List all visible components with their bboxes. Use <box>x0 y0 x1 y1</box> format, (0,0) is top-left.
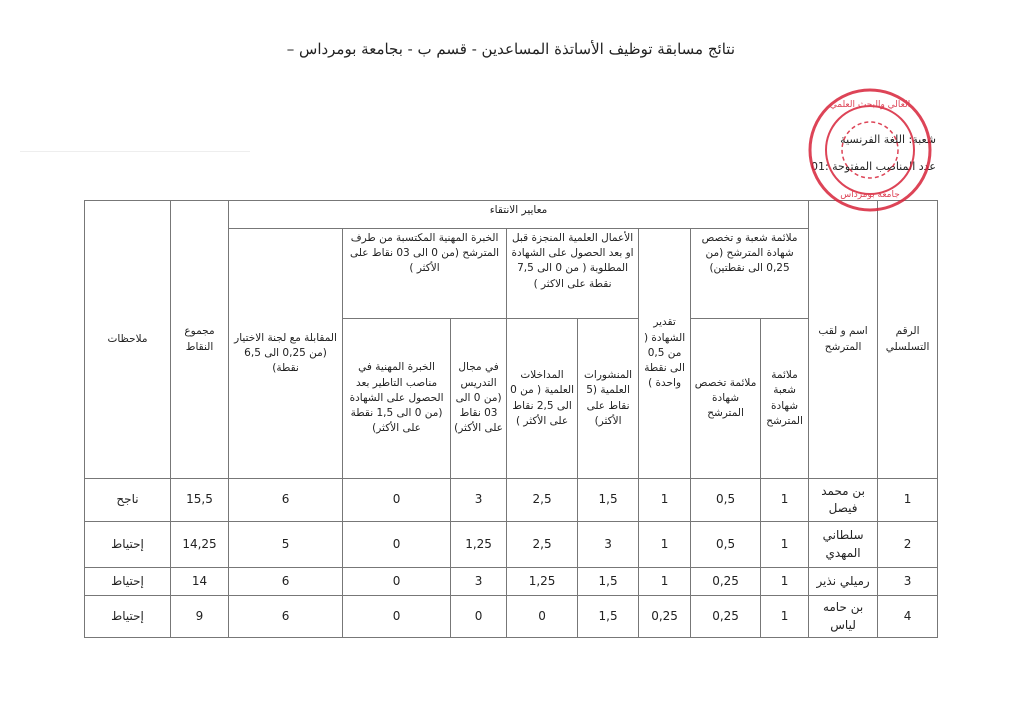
cell-publications: 1,5 <box>578 568 639 596</box>
cell-grade: 1 <box>639 568 691 596</box>
cell-talks: 1,25 <box>507 568 578 596</box>
cell-supervision: 0 <box>343 568 451 596</box>
cell-teaching: 0 <box>451 596 507 638</box>
cell-teaching: 3 <box>451 568 507 596</box>
svg-text:جامعة بومرداس: جامعة بومرداس <box>840 190 900 200</box>
results-table <box>84 200 938 638</box>
header-name: اسم و لقب المترشح <box>809 201 878 479</box>
cell-branch-fit: 1 <box>761 596 809 638</box>
header-experience: الخبرة المهنية المكتسبة من طرف المترشح (من 0 الى 03 نقاط على الأكثر ) <box>343 229 507 319</box>
header-talks: المداخلات العلمية ( من 0 الى 2,5 نقاط على الأكثر ) <box>507 319 578 479</box>
header-serial: الرقم التسلسلي <box>878 201 938 479</box>
cell-total: 14 <box>171 568 229 596</box>
cell-serial: 2 <box>878 522 938 568</box>
cell-spec-fit: 0,25 <box>691 596 761 638</box>
cell-serial: 3 <box>878 568 938 596</box>
cell-notes: إحتياط <box>85 596 171 638</box>
svg-text:العالي والبحث العلمي: العالي والبحث العلمي <box>829 100 911 110</box>
cell-notes: إحتياط <box>85 568 171 596</box>
table-row <box>85 522 938 568</box>
cell-notes: ناجح <box>85 479 171 522</box>
cell-supervision: 0 <box>343 479 451 522</box>
cell-publications: 3 <box>578 522 639 568</box>
header-spec-fit: ملائمة تخصص شهادة المترشح <box>691 319 761 479</box>
header-suitability: ملائمة شعبة و تخصص شهادة المترشح (من 0,25 الى نقطتين) <box>691 229 809 319</box>
header-interview: المقابلة مع لجنة الاختيار (من 0,25 الى 6,5 نقطة) <box>229 229 343 479</box>
cell-interview: 6 <box>229 596 343 638</box>
header-notes: ملاحظات <box>85 201 171 479</box>
document-title: نتائج مسابقة توظيف الأساتذة المساعدين - قسم ب - بجامعة بومرداس – <box>286 40 735 58</box>
cell-candidate-name: بن محمد فيصل <box>809 479 878 522</box>
table-row <box>85 479 938 522</box>
cell-branch-fit: 1 <box>761 522 809 568</box>
header-branch-fit: ملائمة شعبة شهادة المترشح <box>761 319 809 479</box>
open-positions-label: عدد المناصب المفتوحة :01 <box>810 160 936 173</box>
cell-candidate-name: رميلي نذير <box>809 568 878 596</box>
cell-serial: 1 <box>878 479 938 522</box>
cell-talks: 2,5 <box>507 522 578 568</box>
cell-spec-fit: 0,5 <box>691 479 761 522</box>
cell-interview: 6 <box>229 568 343 596</box>
cell-grade: 1 <box>639 522 691 568</box>
header-scientific: الأعمال العلمية المنجزة قبل او بعد الحصول على الشهادة المطلوبة ( من 0 الى 7,5 نقطة على الاكثر ) <box>507 229 639 319</box>
cell-spec-fit: 0,5 <box>691 522 761 568</box>
cell-supervision: 0 <box>343 596 451 638</box>
cell-branch-fit: 1 <box>761 479 809 522</box>
cell-talks: 0 <box>507 596 578 638</box>
table-row <box>85 596 938 638</box>
university-stamp <box>800 85 940 215</box>
header-publications: المنشورات العلمية (5 نقاط على الأكثر) <box>578 319 639 479</box>
branch-label: شعبة: اللغة الفرنسية <box>840 133 936 146</box>
cell-branch-fit: 1 <box>761 568 809 596</box>
cell-total: 14,25 <box>171 522 229 568</box>
cell-talks: 2,5 <box>507 479 578 522</box>
cell-grade: 1 <box>639 479 691 522</box>
cell-publications: 1,5 <box>578 479 639 522</box>
cell-teaching: 3 <box>451 479 507 522</box>
header-grade: تقدير الشهادة ( من 0,5 الى نقطة واحدة ) <box>639 229 691 479</box>
header-criteria: معايير الانتقاء <box>229 201 809 229</box>
cell-spec-fit: 0,25 <box>691 568 761 596</box>
cell-total: 15,5 <box>171 479 229 522</box>
header-total: مجموع النقاط <box>171 201 229 479</box>
cell-candidate-name: بن حامه لياس <box>809 596 878 638</box>
cell-serial: 4 <box>878 596 938 638</box>
divider <box>20 151 250 152</box>
cell-teaching: 1,25 <box>451 522 507 568</box>
cell-publications: 1,5 <box>578 596 639 638</box>
cell-interview: 6 <box>229 479 343 522</box>
cell-grade: 0,25 <box>639 596 691 638</box>
table-row <box>85 568 938 596</box>
header-supervision: الخبرة المهنية في مناصب التاطير بعد الحصول على الشهادة (من 0 الى 1,5 نقطة على الأكثر) <box>343 319 451 479</box>
cell-candidate-name: سلطاني المهدي <box>809 522 878 568</box>
header-teaching: في مجال التدريس (من 0 الى 03 نقاط على الأكثر) <box>451 319 507 479</box>
cell-supervision: 0 <box>343 522 451 568</box>
cell-total: 9 <box>171 596 229 638</box>
cell-notes: إحتياط <box>85 522 171 568</box>
cell-interview: 5 <box>229 522 343 568</box>
